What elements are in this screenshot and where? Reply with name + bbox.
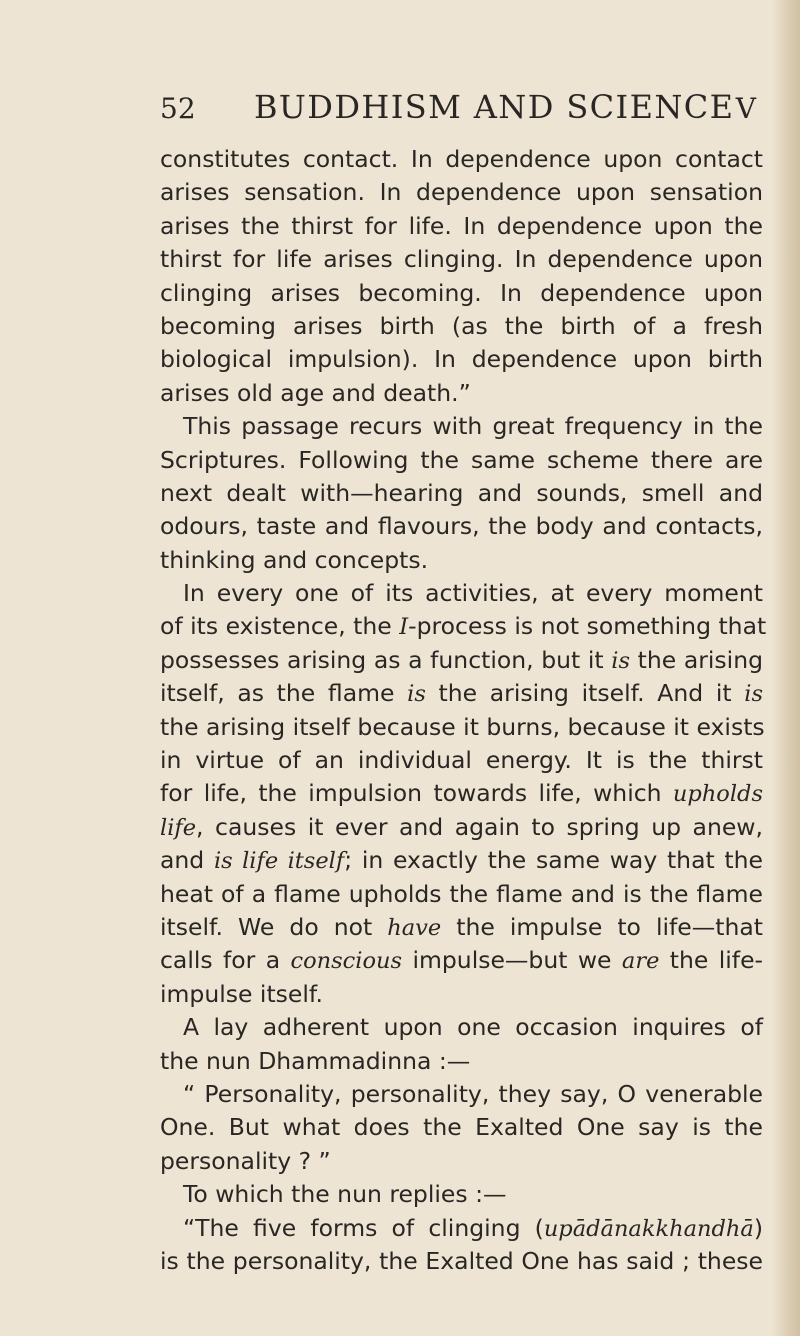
text-line: biological impulsion). In dependence upon birth	[160, 345, 763, 374]
text-line: becoming arises birth (as the birth of a fresh	[160, 311, 763, 340]
body-text	[160, 143, 767, 1278]
text-line: heat of a flame upholds the flame and is the flame	[160, 879, 763, 908]
text-line: the nun Dhammadinna :—	[160, 1046, 471, 1075]
page-header	[160, 86, 760, 130]
paragraph-start-line: “The five forms of clinging (upādānakkhandhā)	[183, 1213, 763, 1242]
text-line: impulse itself.	[160, 979, 323, 1008]
page-number: 52	[160, 92, 196, 125]
text-line: is the personality, the Exalted One has said ; these	[160, 1246, 763, 1275]
paragraph-start-line: A lay adherent upon one occasion inquires of	[183, 1013, 763, 1042]
text-line: odours, taste and flavours, the body and contacts,	[160, 512, 763, 541]
text-line: itself. We do not have the impulse to life—that	[160, 912, 763, 941]
paragraph-start-line: “ Personality, personality, they say, O venerable	[183, 1079, 763, 1108]
text-line: of its existence, the I-process is not something that	[160, 612, 767, 641]
text-line: and is life itself; in exactly the same way that the	[160, 846, 763, 875]
running-title: BUDDHISM AND SCIENCE	[254, 88, 735, 126]
text-line: personality ? ”	[160, 1146, 331, 1175]
text-line: calls for a conscious impulse—but we are the life-	[160, 946, 764, 975]
paragraph-start-line: In every one of its activities, at every moment	[183, 579, 763, 608]
text-line: constitutes contact. In dependence upon contact	[160, 145, 763, 173]
text-line: life, causes it ever and again to spring up anew,	[160, 812, 763, 841]
text-line: possesses arising as a function, but it is the arising	[160, 645, 764, 674]
text-line: arises old age and death.”	[160, 378, 471, 407]
text-line: itself, as the flame is the arising itself. And it is	[160, 679, 763, 708]
paragraph-start-line: To which the nun replies :—	[183, 1180, 507, 1209]
text-line: Scriptures. Following the same scheme there are	[160, 445, 763, 474]
text-line: clinging arises becoming. In dependence upon	[160, 278, 763, 307]
text-line: arises the thirst for life. In dependence upon the	[160, 211, 763, 240]
text-line: in virtue of an individual energy. It is the thirst	[160, 746, 763, 775]
text-line: One. But what does the Exalted One say is the	[160, 1113, 763, 1142]
text-line: arises sensation. In dependence upon sensation	[160, 178, 763, 207]
chapter-number: V	[735, 92, 756, 125]
text-line: next dealt with—hearing and sounds, smell and	[160, 478, 763, 507]
page-edge-shadow	[772, 0, 800, 1336]
text-line: thirst for life arises clinging. In dependence upon	[160, 245, 763, 274]
text-line: thinking and concepts.	[160, 545, 429, 574]
text-line: for life, the impulsion towards life, which upholds	[160, 779, 763, 808]
paragraph-start-line: This passage recurs with great frequency in the	[183, 412, 763, 441]
text-line: the arising itself because it burns, because it exists	[160, 712, 765, 741]
